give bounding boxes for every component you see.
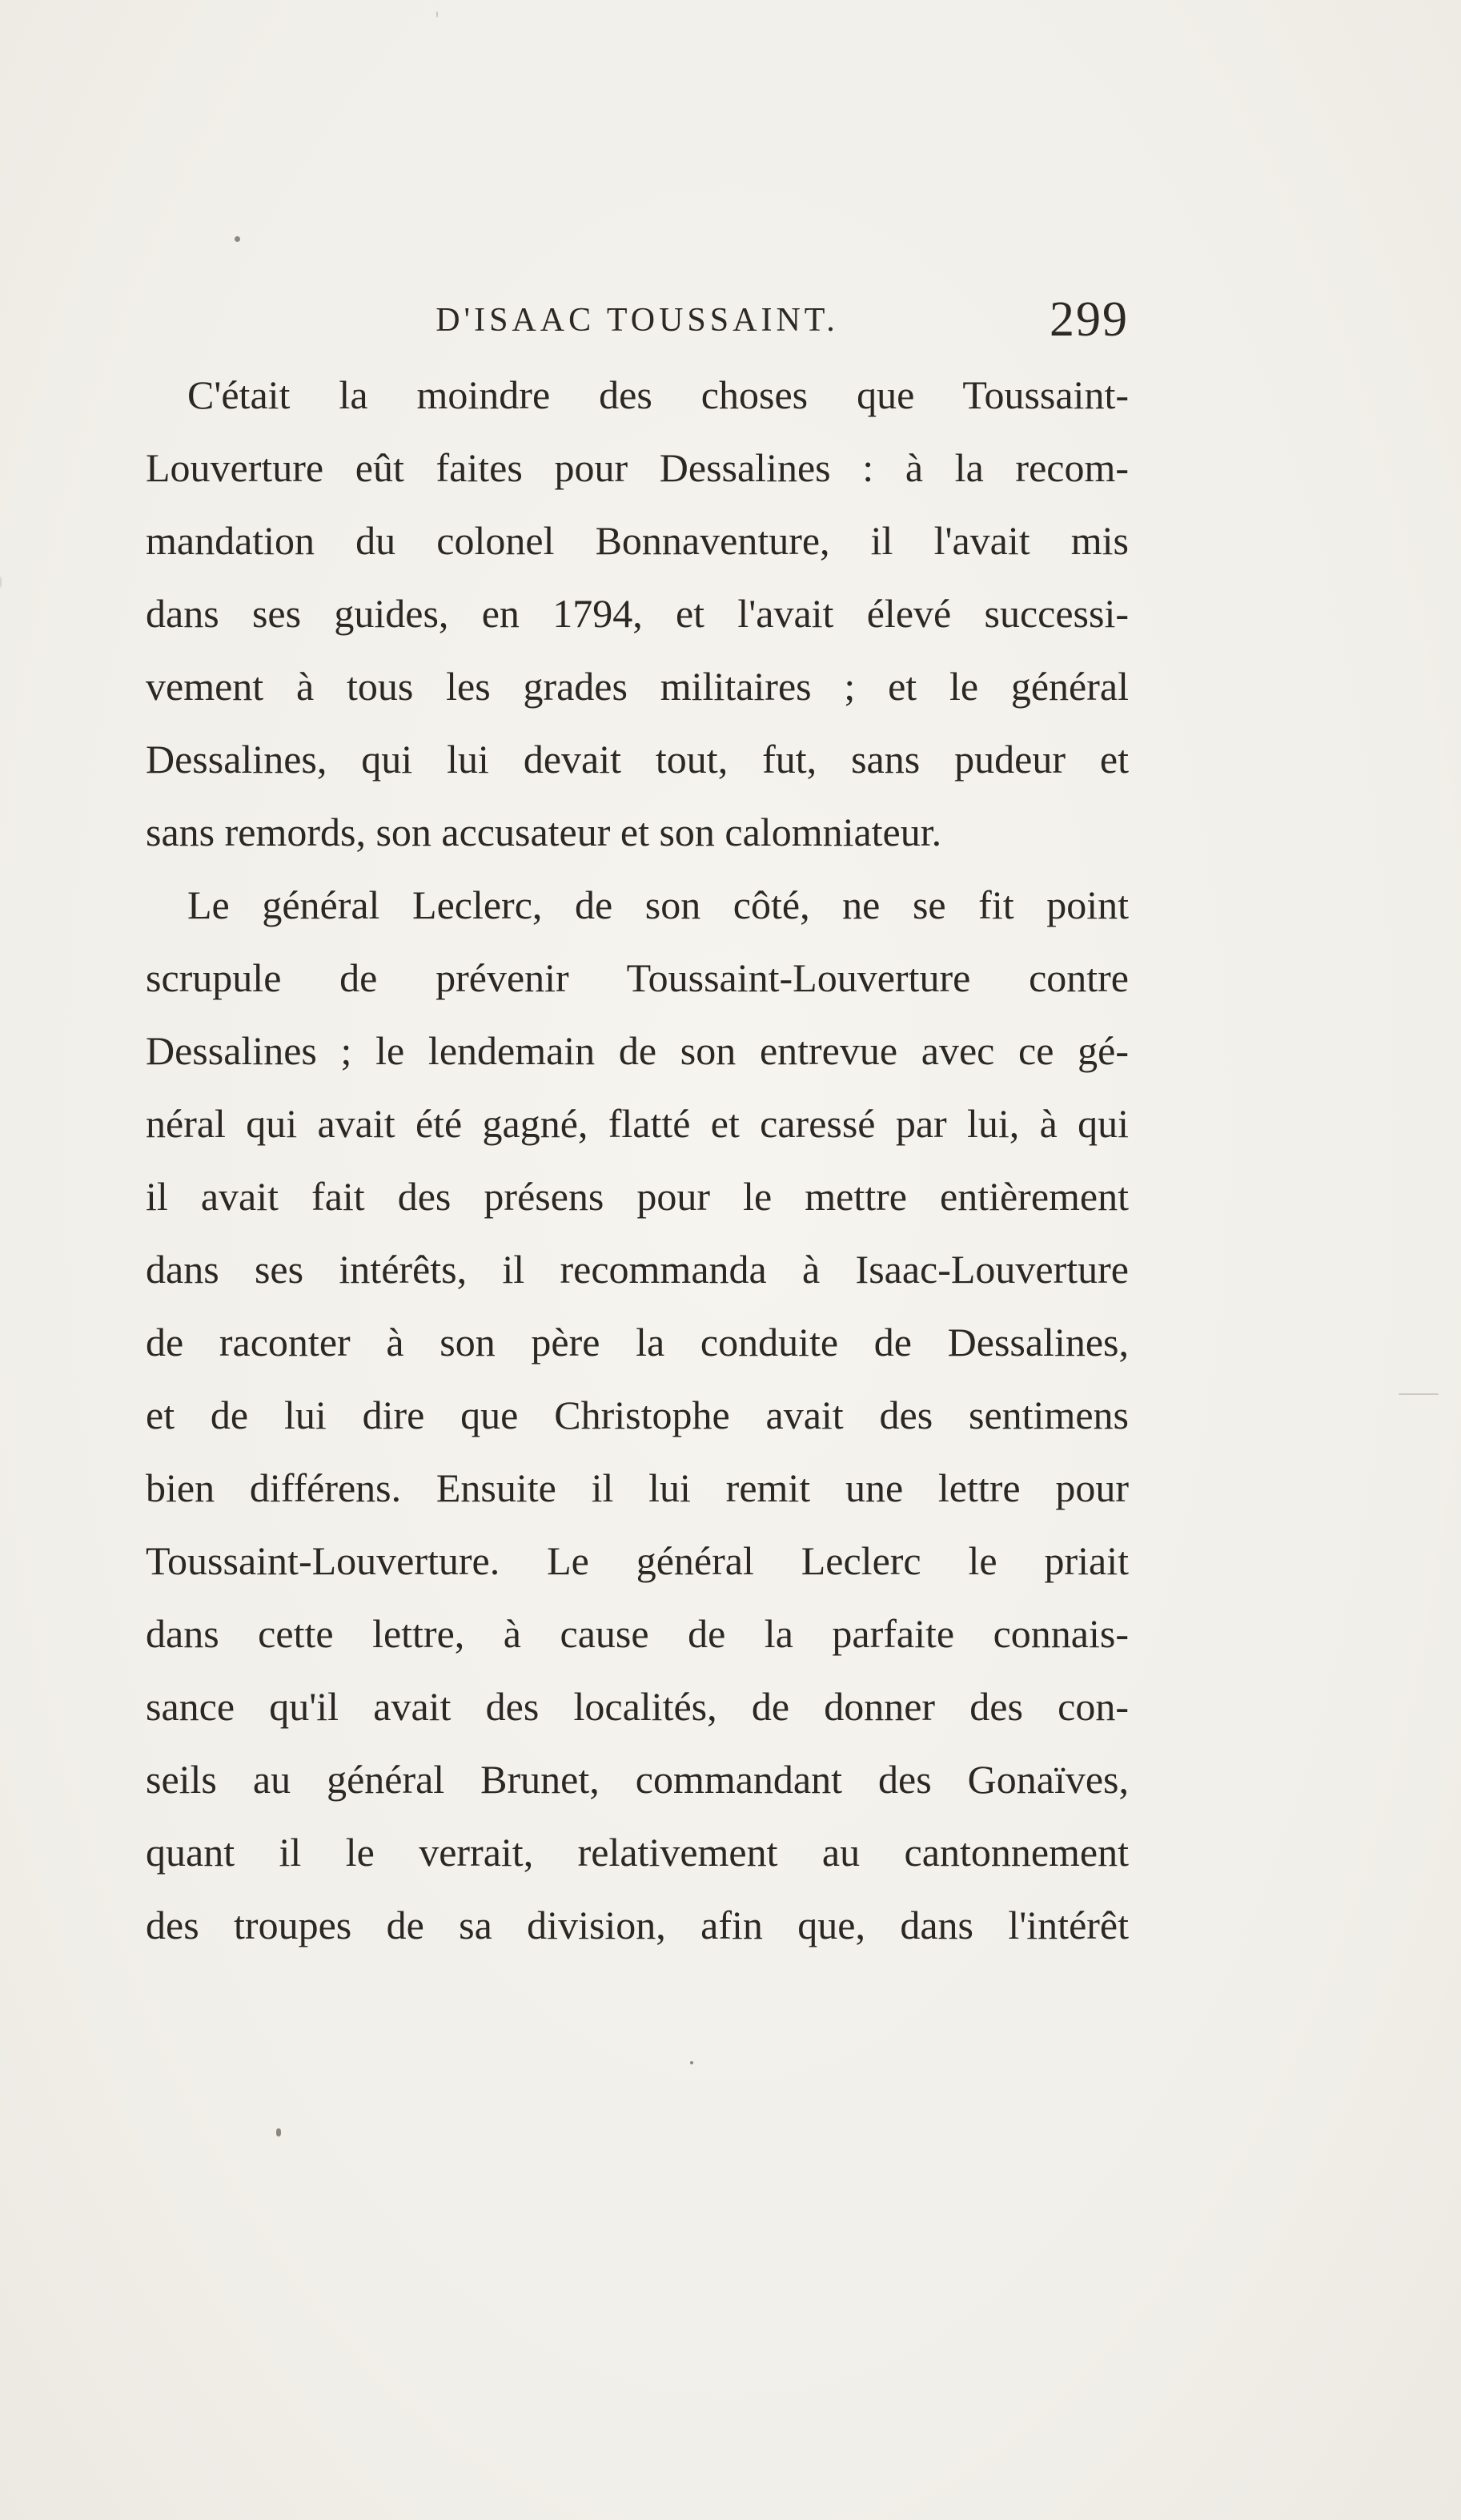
text-line: Le général Leclerc, de son côté, ne se fit point [187, 882, 1129, 927]
text-line: Dessalines ; le lendemain de son entrevue avec ce gé- [146, 1028, 1129, 1073]
text-line: Toussaint-Louverture. Le général Leclerc le priait [146, 1538, 1129, 1583]
text-line: mandation du colonel Bonnaventure, il l'avait mis [146, 518, 1129, 563]
text-line: C'était la moindre des choses que Toussaint- [187, 372, 1129, 417]
text-line: dans cette lettre, à cause de la parfaite connais- [146, 1611, 1129, 1656]
text-line: scrupule de prévenir Toussaint-Louverture contre [146, 955, 1129, 1000]
text-line: des troupes de sa division, afin que, dans l'intérêt [146, 1903, 1129, 1947]
paper-speck [235, 236, 240, 242]
body-text [146, 359, 1129, 1962]
text-line: néral qui avait été gagné, flatté et caressé par lui, à qui [146, 1101, 1129, 1146]
text-line: dans ses intérêts, il recommanda à Isaac-Louverture [146, 1247, 1129, 1292]
text-line: il avait fait des présens pour le mettre entièrement [146, 1174, 1129, 1219]
text-line: et de lui dire que Christophe avait des sentimens [146, 1393, 1129, 1437]
paper-speck [276, 2128, 281, 2136]
running-head [146, 285, 1129, 357]
paper-speck [0, 577, 2, 588]
running-title: D'ISAAC TOUSSAINT. [435, 302, 839, 339]
page-number: 299 [1050, 292, 1129, 347]
text-line: Dessalines, qui lui devait tout, fut, sans pudeur et [146, 737, 1129, 782]
text-line: quant il le verrait, relativement au cantonnement [146, 1830, 1129, 1875]
text-line: sance qu'il avait des localités, de donner des con- [146, 1684, 1129, 1729]
text-line: de raconter à son père la conduite de Dessalines, [146, 1320, 1129, 1364]
text-line: dans ses guides, en 1794, et l'avait élevé successi- [146, 591, 1129, 636]
text-line: sans remords, son accusateur et son calomniateur. [146, 810, 942, 854]
text-line: bien différens. Ensuite il lui remit une lettre pour [146, 1465, 1129, 1510]
text-line: vement à tous les grades militaires ; et le général [146, 664, 1129, 709]
paper-speck [436, 11, 438, 18]
text-line: seils au général Brunet, commandant des Gonaïves, [146, 1757, 1129, 1802]
paper-speck [690, 2061, 693, 2064]
text-line: Louverture eût faites pour Dessalines : à la recom- [146, 445, 1129, 490]
paper-speck [1399, 1393, 1439, 1395]
